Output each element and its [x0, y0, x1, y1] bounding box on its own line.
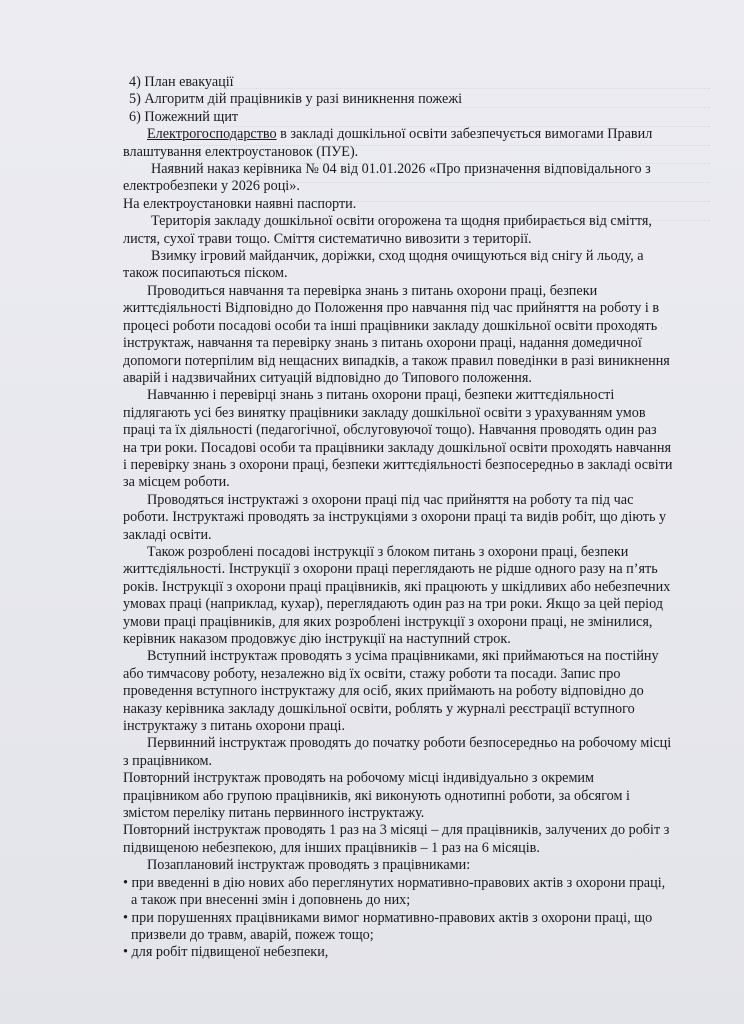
paragraph-line: праці та їх діяльності (педагогічної, обслуговуючої тощо). Навчання проводять один раз — [123, 422, 657, 439]
paragraph-line: проведення вступного інструктажу для осіб, яких приймають на роботу відповідно до — [123, 683, 644, 700]
paragraph-line: змістом переліку питань первинного інструктажу. — [123, 805, 425, 822]
paragraph-line: працівником або групою працівників, які виконують однотипні роботи, за обсягом і — [123, 787, 630, 804]
paragraph-line: роботи. Інструктажі проводять за інструкціями з охорони праці та видів робіт, що діють у — [123, 509, 667, 526]
paragraph-line: або тимчасову роботу, незалежно від їх освіти, стажу роботи та посади. Запис про — [123, 665, 621, 682]
paragraph-line: листя, сухої трави тощо. Сміття систематично вивозити з території. — [123, 230, 532, 247]
bullet-item-cont: а також при внесенні змін і доповнень до них; — [131, 892, 411, 909]
paragraph-electro-cont: влаштування електроустановок (ПУЕ). — [123, 143, 359, 160]
paragraph-order: Наявний наказ керівника № 04 від 01.01.2026 «Про призначення відповідального з — [151, 161, 651, 178]
paragraph-line: умовах праці (наприклад, кухар), переглядають один раз на три роки. Якщо за цей період — [123, 596, 664, 613]
paragraph-line: інструктажу з питань охорони праці. — [123, 718, 346, 735]
paragraph-line: закладі освіти. — [123, 526, 212, 543]
paragraph-winter: Взимку ігровий майданчик, доріжки, сход щодня очищуються від снігу й льоду, а — [151, 248, 644, 265]
paragraph-line: процесі роботи посадові особи та інші працівники закладу дошкільної освіти проходять — [123, 317, 658, 334]
paragraph-line: років. Інструкції з охорони праці працівників, які працюють у шкідливих або небезпечних — [123, 578, 671, 595]
paragraph-passports: На електроустановки наявні паспорти. — [123, 195, 357, 212]
bullet-item: • для робіт підвищеної небезпеки, — [123, 944, 695, 961]
paragraph-primary: Первинний інструктаж проводять до початку роботи безпосередньо на робочому місці — [147, 735, 672, 752]
electro-heading: Електрогосподарство — [147, 126, 277, 143]
paragraph-unplanned: Позаплановий інструктаж проводять з працівниками: — [147, 857, 471, 874]
paragraph-territory: Територія закладу дошкільної освіти огорожена та щодня прибирається від сміття, — [151, 213, 652, 230]
paragraph-line: і перевірку знань з охорони праці, безпеки життєдіяльності безпосередньо в закладі освіти — [123, 456, 673, 473]
bullet-item: • при введенні в дію нових або переглянутих нормативно-правових актів з охорони праці, — [123, 875, 695, 892]
document-body — [123, 74, 695, 962]
paragraph-line: інструктаж, навчання та перевірку знань з питань охорони праці, надання домедичної — [123, 335, 642, 352]
paragraph-line: керівник наказом продовжує дію інструкції на наступний строк. — [123, 631, 511, 647]
paragraph-line: життєдіяльності. Інструкції з охорони праці переглядають не рідше одного разу на п’ять — [123, 561, 658, 578]
paragraph-line: з працівником. — [123, 752, 213, 769]
list-item: 5) Алгоритм дій працівників у разі виникнення пожежі — [129, 91, 463, 108]
paragraph-line: за місцем роботи. — [123, 474, 230, 491]
paragraph-line: допомоги потерпілим від нещасних випадків, а також правил поведінки в разі виникнення — [123, 352, 670, 369]
paragraph-repeat-frequency: Повторний інструктаж проводять 1 раз на 3 місяці – для працівників, залучених до робіт з — [123, 822, 670, 839]
paragraph-position: Також розроблені посадові інструкції з блоком питань з охорони праці, безпеки — [147, 543, 629, 560]
paragraph-repeat: Повторний інструктаж проводять на робочому місці індивідуально з окремим — [123, 770, 595, 787]
paragraph-line: аварій і надзвичайних ситуацій відповідно до Типового положення. — [123, 369, 532, 386]
paragraph-electro: Електрогосподарство в закладі дошкільної освіти забезпечується вимогами Правил — [147, 126, 653, 143]
paragraph-line: на три роки. Посадові особи та працівники закладу дошкільної освіти проходять навчання — [123, 439, 671, 456]
paragraph-order-cont: електробезпеки у 2026 році». — [123, 178, 300, 195]
paragraph-intro: Вступний інструктаж проводять з усіма працівниками, які приймаються на постійну — [147, 648, 659, 665]
paragraph-line: підлягають усі без винятку працівники закладу дошкільної освіти з урахуванням умов — [123, 404, 646, 421]
paragraph-line: умови праці працівників, для яких розроблені інструкції з охорони праці, не змінилися, — [123, 613, 653, 630]
bullet-item: • при порушеннях працівниками вимог нормативно-правових актів з охорони праці, що — [123, 910, 695, 927]
list-item: 6) Пожежний щит — [129, 108, 239, 125]
bullet-item-cont: призвели до травм, аварій, пожеж тощо; — [131, 926, 374, 943]
paragraph-line: підвищеною небезпекою, для інших працівників – 1 раз на 6 місяців. — [123, 839, 540, 856]
paragraph-line: життєдіяльності Відповідно до Положення про навчання під час прийняття на роботу і в — [123, 300, 660, 317]
paragraph-line: також посипаються піском. — [123, 265, 288, 282]
paragraph-training: Проводиться навчання та перевірка знань з питань охорони праці, безпеки — [147, 282, 598, 299]
paragraph-line: наказу керівника закладу дошкільної освіти, роблять у журналі реєстрації вступного — [123, 700, 635, 717]
paragraph-instructions: Проводяться інструктажі з охорони праці під час прийняття на роботу та під час — [147, 491, 634, 508]
list-item: 4) План евакуації — [129, 74, 234, 90]
paragraph-check: Навчанню і перевірці знань з питань охорони праці, безпеки життєдіяльності — [147, 387, 615, 404]
